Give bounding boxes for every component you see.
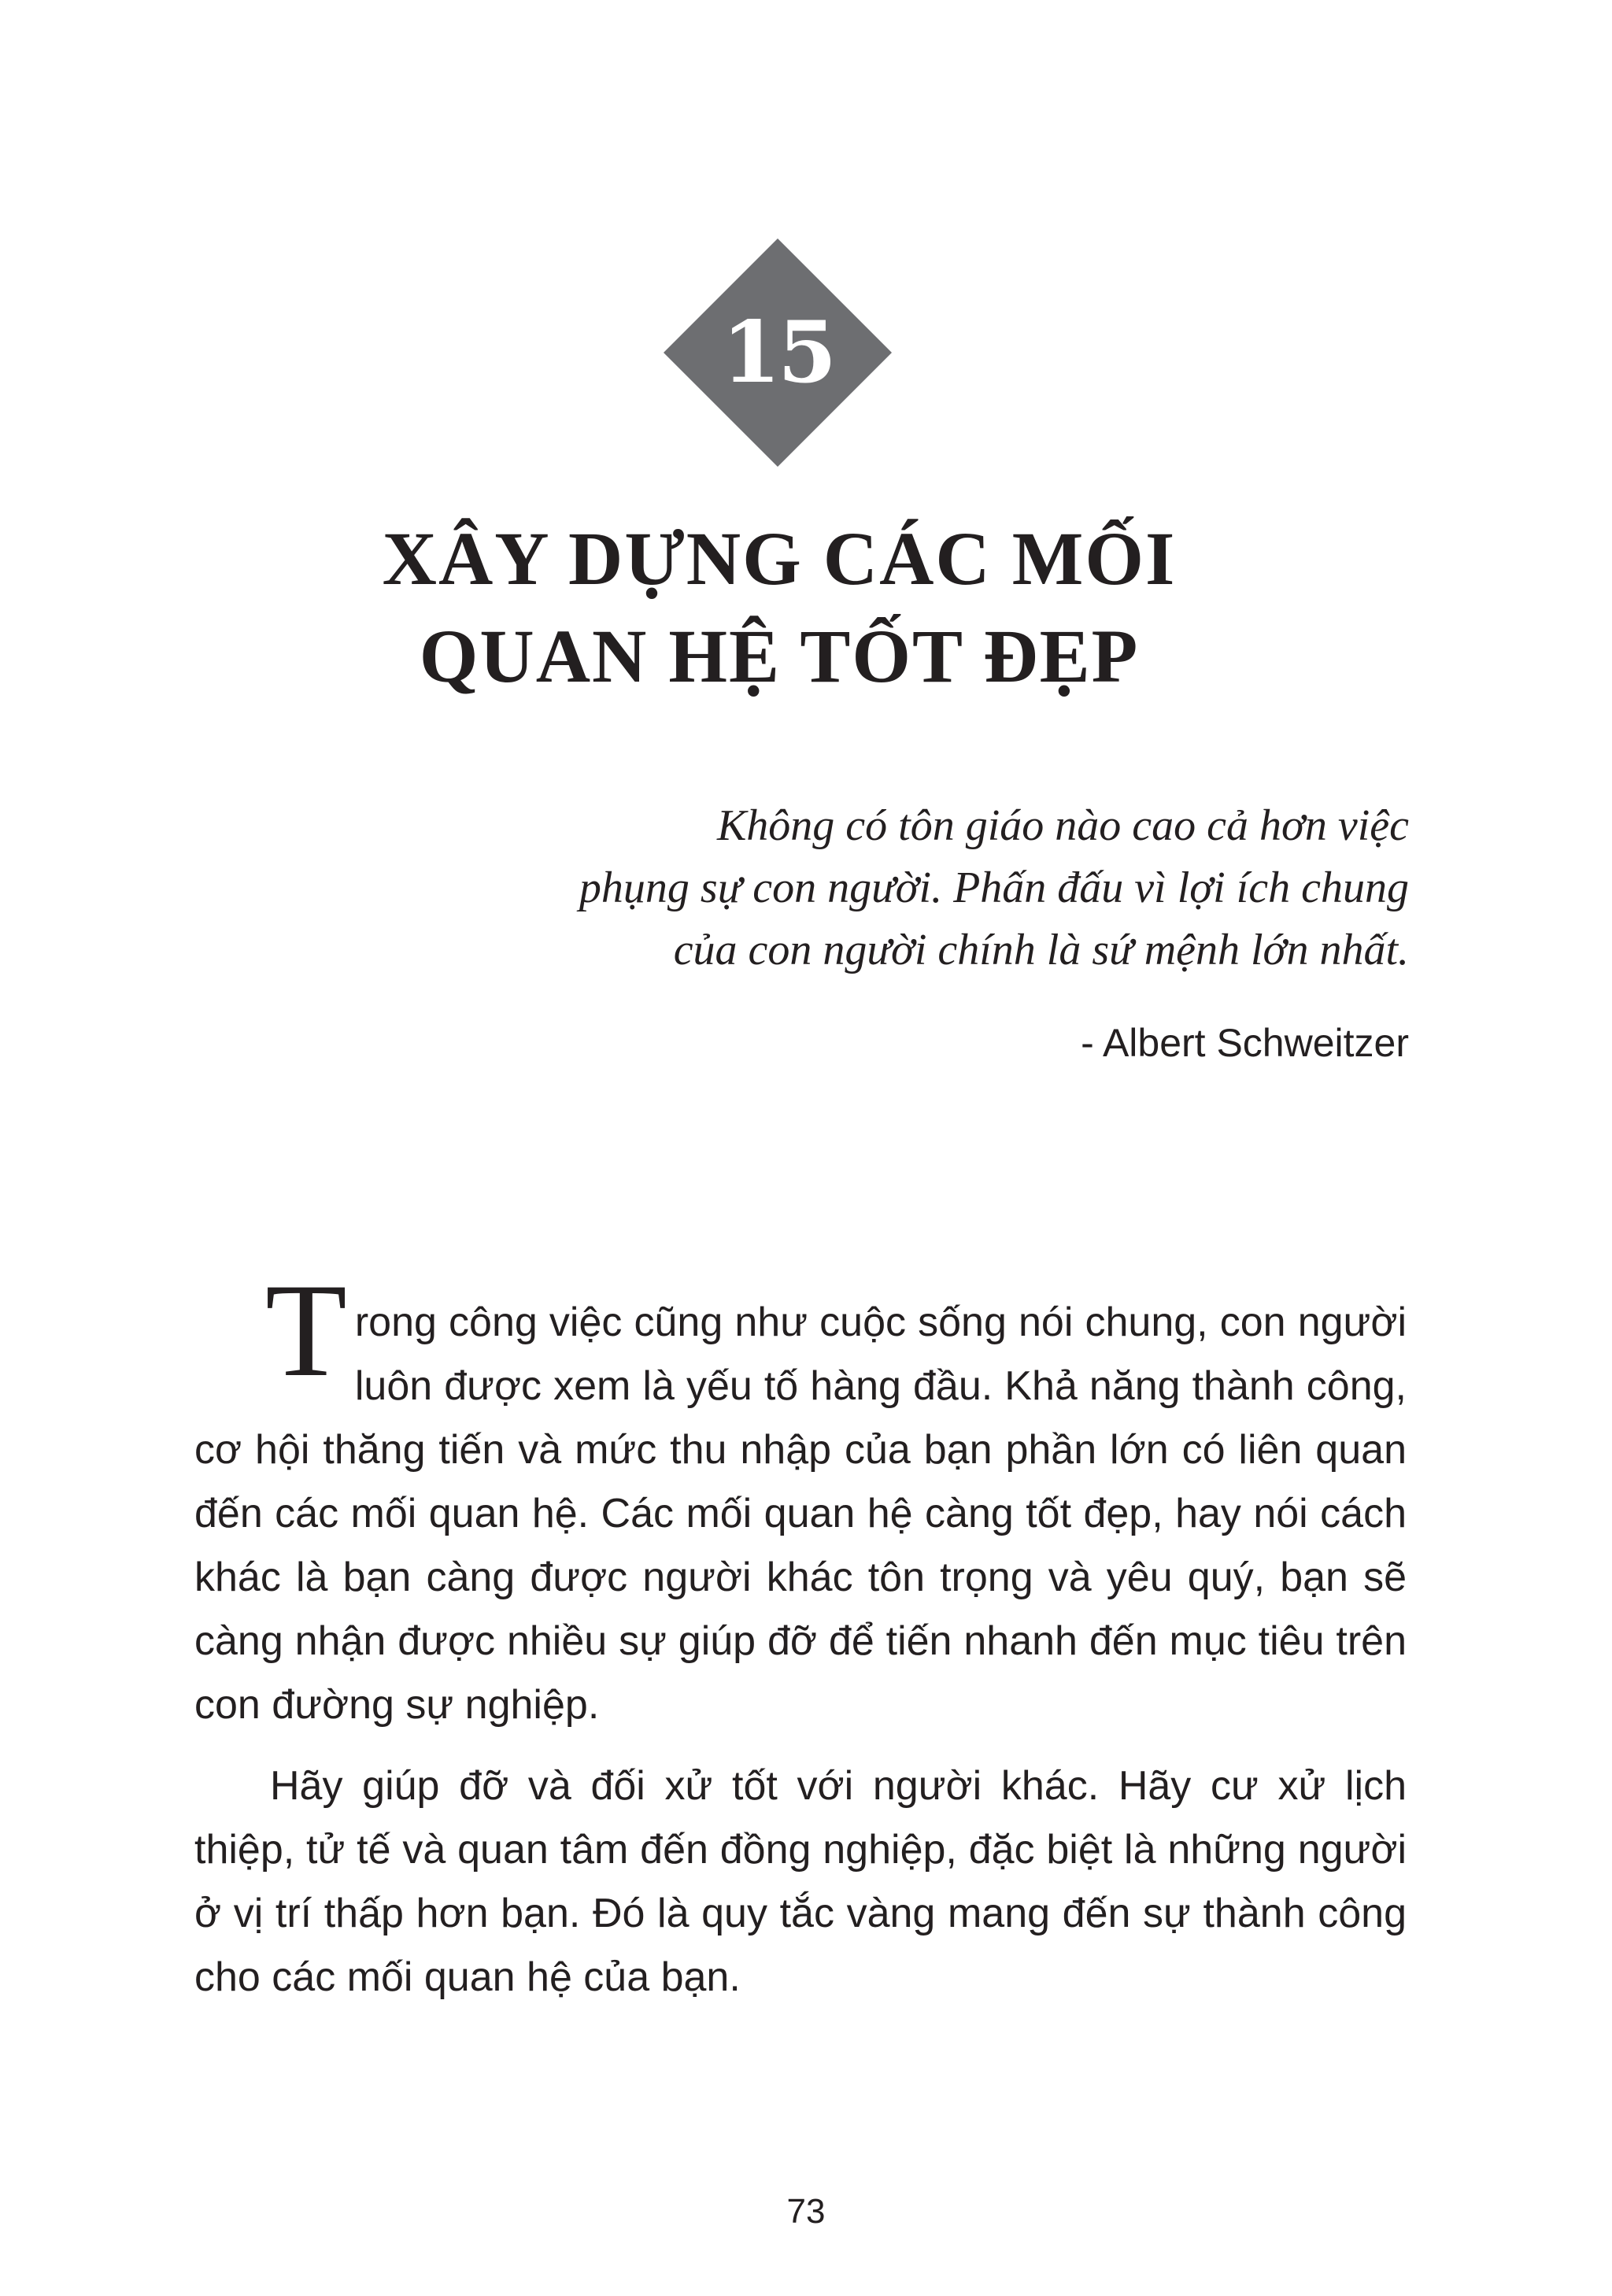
chapter-title-line-2: QUAN HỆ TỐT ĐẸP (419, 614, 1140, 698)
epigraph-line-3: của con người chính là sứ mệnh lớn nhất. (673, 926, 1409, 974)
drop-cap: T (265, 1256, 347, 1404)
chapter-title (236, 510, 1322, 705)
chapter-title-line-1: XÂY DỰNG CÁC MỐI (382, 516, 1177, 601)
paragraph-2: Hãy giúp đỡ và đối xử tốt với người khác. Hãy cư xử lịch thiệp, tử tế và quan tâm đến đồng nghiệp, đặc biệt là những người ở vị trí thấp hơn bạn. Đó là quy tắc vàng mang đến sự thành công cho các mối quan hệ của bạn. (194, 1763, 1407, 2000)
body-text (194, 1256, 1407, 2009)
page-number: 73 (786, 2192, 826, 2231)
chapter-number-badge (664, 238, 892, 467)
paragraph-1 (194, 1256, 1407, 1737)
epigraph-quote (464, 795, 1409, 982)
epigraph-author: - Albert Schweitzer (1081, 1021, 1409, 1065)
epigraph-line-2: phụng sự con người. Phấn đấu vì lợi ích chung (579, 863, 1409, 912)
chapter-number: 15 (721, 303, 834, 402)
paragraph-1-text: rong công việc cũng như cuộc sống nói chung, con người luôn được xem là yếu tố hàng đầu. Khả năng thành công, cơ hội thăng tiến và mức thu nhập của bạn phần lớn có liên quan đến các mối quan hệ. Các mối quan hệ càng tốt đẹp, hay nói cách khác là bạn càng được người khác tôn trọng và yêu quý, bạn sẽ càng nhận được nhiều sự giúp đỡ để tiến nhanh đến mục tiêu trên con đường sự nghiệp. (194, 1300, 1407, 1728)
epigraph-line-1: Không có tôn giáo nào cao cả hơn việc (716, 801, 1409, 850)
